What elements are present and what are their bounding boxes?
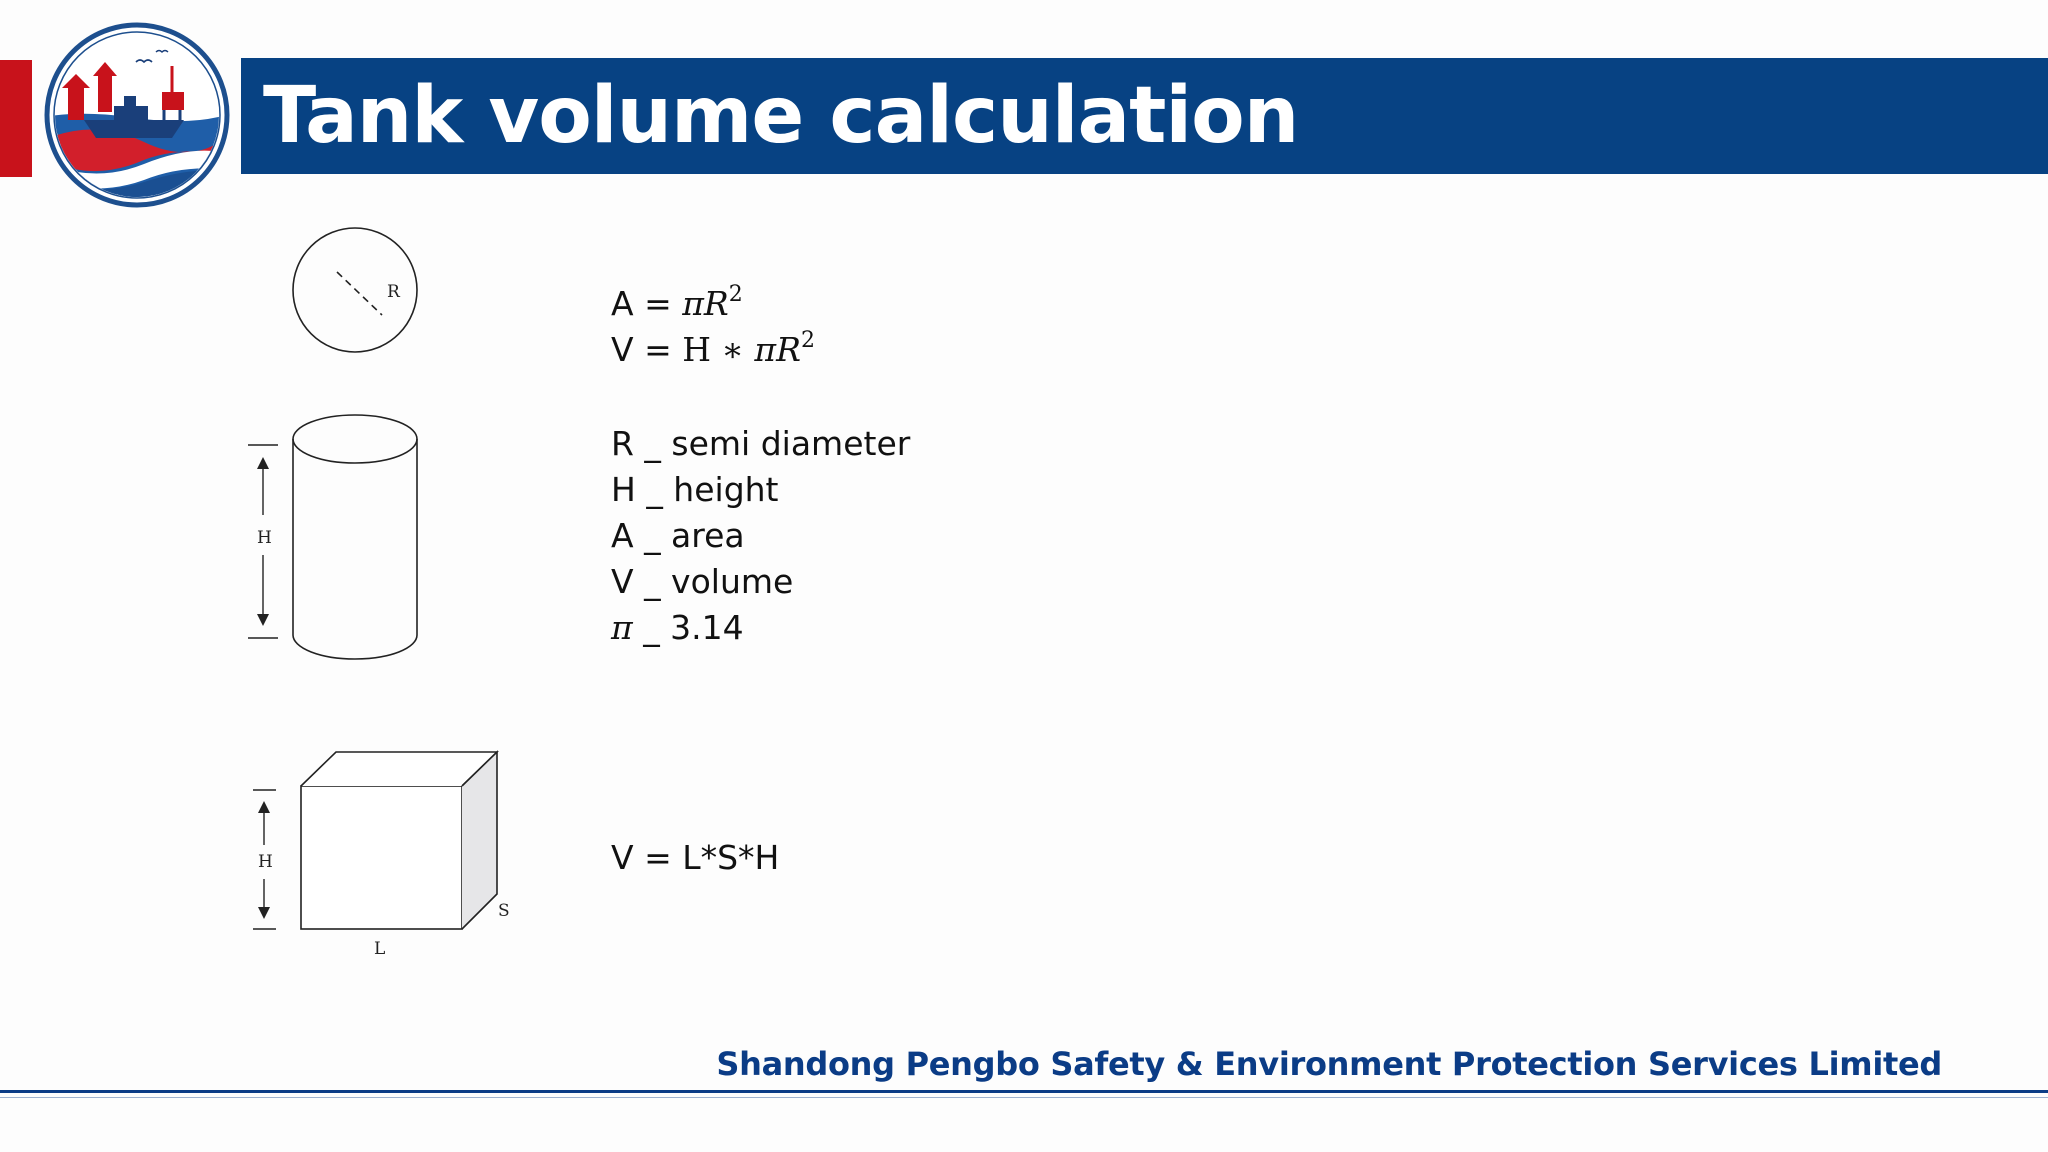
volume-formula: V = H ∗ $\pi R^2$ (611, 328, 815, 369)
red-accent-bar (0, 60, 32, 177)
company-logo (44, 22, 230, 208)
box-side-label: S (498, 901, 510, 921)
legend-item: R _ semi diameter (611, 424, 911, 463)
title-bar (241, 58, 2048, 174)
symbol-legend (611, 421, 910, 651)
tank-diagrams (230, 215, 540, 975)
box-volume-formula: V = L*S*H (611, 838, 780, 877)
cylinder-formulas (611, 281, 815, 373)
circle-diagram (293, 228, 417, 352)
footer-divider (0, 1090, 2048, 1093)
legend-item: V _ volume (611, 562, 794, 601)
radius-label: R (387, 282, 400, 302)
legend-item: π _ 3.14 (611, 608, 744, 647)
box-length-label: L (374, 939, 386, 959)
box-diagram (253, 752, 510, 959)
area-formula: $A = \pi R^2$ (611, 282, 743, 323)
legend-item: A _ area (611, 516, 745, 555)
page-title: Tank volume calculation (263, 71, 1299, 161)
footer-divider-thin (0, 1097, 2048, 1098)
cylinder-diagram (248, 415, 417, 659)
box-height-label: H (258, 852, 273, 872)
footer-company-name: Shandong Pengbo Safety & Environment Protection Services Limited (716, 1045, 1942, 1083)
cylinder-height-label: H (257, 528, 272, 548)
legend-item: H _ height (611, 470, 779, 509)
